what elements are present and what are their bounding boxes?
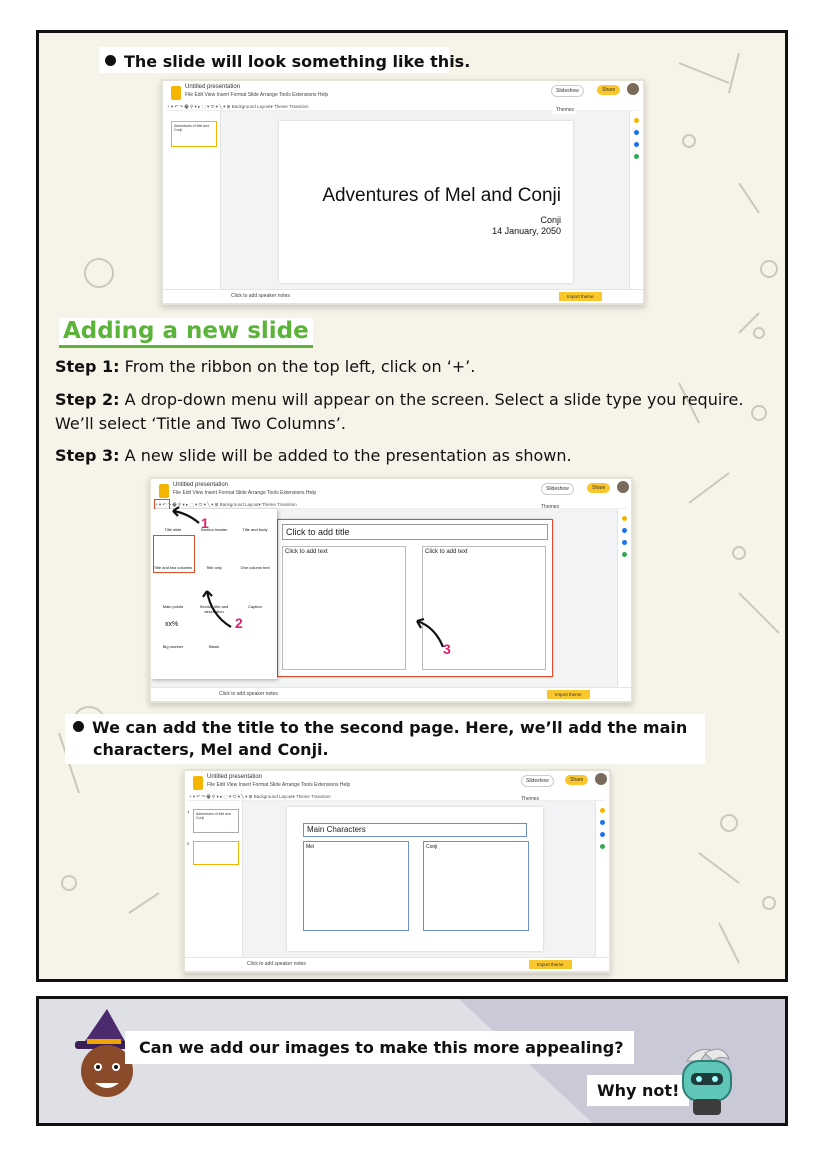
contacts-icon[interactable] — [600, 832, 605, 837]
step-label: Step 3: — [55, 446, 120, 465]
thumbnail-number: 2 — [187, 841, 190, 846]
step-label: Step 1: — [55, 357, 120, 376]
keep-icon[interactable] — [634, 118, 639, 123]
layout-option[interactable]: Title slide — [164, 527, 182, 532]
canvas — [243, 801, 595, 957]
doc-title: Untitled presentation — [185, 84, 241, 90]
title-placeholder[interactable]: Click to add title — [282, 524, 548, 540]
canvas — [221, 111, 629, 289]
toolbar[interactable]: + ▾ ↶ ↷ 🖶 ⚲ ▾ ▸ ⬚ ▾ ⬭ ▾ ╲ ▾ ⊞ Background Layout▾ Theme Transition — [155, 501, 627, 509]
themes-panel-title: Themes — [541, 504, 560, 510]
left-column[interactable]: Mel — [303, 841, 409, 931]
side-panel — [629, 111, 643, 289]
step-2 — [55, 388, 755, 436]
keep-icon[interactable] — [622, 516, 627, 521]
toolbar[interactable]: + ▾ ↶ ↷ 🖶 ⚲ ▾ ▸ ⬚ ▾ ⬭ ▾ ╲ ▾ ⊞ Background Layout▾ Theme Transition — [189, 793, 605, 801]
step-text: From the ribbon on the top left, click on ‘+’. — [119, 357, 476, 376]
share-button[interactable]: Share — [565, 775, 588, 785]
filmstrip — [163, 111, 221, 289]
section-heading: Adding a new slide — [59, 318, 313, 348]
layout-option[interactable]: Caption — [248, 604, 262, 609]
themes-panel-title: Themes — [521, 796, 540, 802]
tasks-icon[interactable] — [600, 820, 605, 825]
slide-date[interactable]: 14 January, 2050 — [492, 226, 561, 236]
answer-bubble: Why not! — [587, 1075, 689, 1106]
layout-option[interactable]: Title and body — [242, 527, 268, 532]
side-panel — [617, 509, 631, 687]
big-number-sample: xx% — [165, 621, 179, 628]
app-footer — [163, 289, 643, 303]
avatar[interactable] — [627, 83, 639, 95]
layout-option[interactable]: One column text — [240, 565, 270, 570]
screenshot-main-characters — [183, 769, 611, 973]
robot-character — [673, 1043, 741, 1121]
import-theme-button[interactable]: Import theme — [529, 960, 572, 969]
slide-title[interactable]: Main Characters — [303, 823, 527, 837]
arrows — [151, 479, 633, 703]
bullet-dot — [73, 721, 84, 732]
speaker-notes[interactable]: Click to add speaker notes — [219, 691, 278, 697]
side-panel — [595, 801, 609, 957]
slideshow-button[interactable]: Slideshow — [541, 483, 574, 495]
step-text: A new slide will be added to the presentation as shown. — [119, 446, 572, 465]
slide-author[interactable]: Conji — [540, 215, 561, 225]
layout-option[interactable]: Blank — [208, 644, 219, 649]
doc-title: Untitled presentation — [173, 482, 229, 488]
layout-option[interactable]: Section title and description — [199, 604, 229, 614]
layout-option[interactable]: Title and two columns — [153, 565, 193, 570]
maps-icon[interactable] — [622, 552, 627, 557]
slides-logo-icon — [193, 776, 203, 790]
filmstrip — [185, 801, 243, 957]
right-column[interactable]: Conji — [423, 841, 529, 931]
screenshot-layout-menu — [149, 477, 633, 703]
layout-option[interactable]: Big number — [162, 644, 184, 649]
right-column-placeholder[interactable]: Click to add text — [422, 546, 546, 670]
menu-bar[interactable]: File Edit View Insert Format Slide Arrange Tools Extensions Help — [185, 92, 329, 98]
tasks-icon[interactable] — [634, 130, 639, 135]
contacts-icon[interactable] — [622, 540, 627, 545]
maps-icon[interactable] — [600, 844, 605, 849]
slideshow-button[interactable]: Slideshow — [521, 775, 554, 787]
themes-panel-title: Themes — [553, 106, 577, 114]
bullet-dot — [105, 55, 116, 66]
share-button[interactable]: Share — [597, 85, 620, 95]
share-button[interactable]: Share — [587, 483, 610, 493]
speaker-notes[interactable]: Click to add speaker notes — [231, 293, 290, 299]
callout-2: 2 — [235, 615, 243, 631]
slide-thumbnail[interactable] — [171, 121, 217, 147]
intro-bullet — [105, 51, 470, 73]
maps-icon[interactable] — [634, 154, 639, 159]
import-theme-button[interactable]: Import theme — [559, 292, 602, 301]
speaker-notes[interactable]: Click to add speaker notes — [247, 961, 306, 967]
import-theme-button[interactable]: Import theme — [547, 690, 590, 699]
second-bullet-text: We can add the title to the second page. Here, we’ll add the main characters, Mel and Conji. — [92, 718, 688, 759]
thumbnail-number: 1 — [187, 809, 190, 814]
slideshow-button[interactable]: Slideshow — [551, 85, 584, 97]
avatar[interactable] — [595, 773, 607, 785]
slide[interactable] — [287, 807, 543, 951]
slide[interactable] — [279, 121, 573, 283]
intro-bullet-text: The slide will look something like this. — [124, 52, 471, 71]
second-bullet — [73, 717, 693, 761]
toolbar[interactable]: + ▾ ↶ ↷ 🖶 ⚲ ▾ ▸ ⬚ ▾ ⬭ ▾ ╲ ▾ ⊞ Background Layout▾ Theme Transition — [167, 103, 639, 111]
step-1 — [55, 355, 755, 379]
menu-bar[interactable]: File Edit View Insert Format Slide Arrange Tools Extensions Help — [173, 490, 317, 496]
app-footer — [185, 957, 609, 971]
comic-panel — [36, 996, 788, 1126]
doc-title: Untitled presentation — [207, 774, 263, 780]
app-header — [185, 771, 609, 801]
thumbnail-text: Adventures of Mel and Conji — [174, 124, 210, 132]
step-text: A drop-down menu will appear on the screen. Select a slide type you require. We’ll select ‘Title and Two Columns’. — [55, 390, 744, 433]
slide-thumbnail[interactable] — [193, 841, 239, 865]
menu-bar[interactable]: File Edit View Insert Format Slide Arrange Tools Extensions Help — [207, 782, 351, 788]
contacts-icon[interactable] — [634, 142, 639, 147]
slide-thumbnail[interactable] — [193, 809, 239, 833]
step-3 — [55, 444, 755, 468]
slide-title[interactable]: Adventures of Mel and Conji — [322, 185, 561, 206]
screenshot-title-slide — [161, 79, 645, 305]
question-bubble: Can we add our images to make this more appealing? — [125, 1031, 634, 1064]
slides-logo-icon — [171, 86, 181, 100]
layout-option[interactable]: Title only — [206, 565, 222, 570]
thumbnail-text: Adventures of Mel and Conji — [196, 812, 232, 820]
callout-1: 1 — [201, 515, 209, 531]
step-label: Step 2: — [55, 390, 120, 409]
left-column-placeholder[interactable]: Click to add text — [282, 546, 406, 670]
page-frame — [36, 30, 788, 982]
layout-option[interactable]: Section header — [200, 527, 228, 532]
keep-icon[interactable] — [600, 808, 605, 813]
tasks-icon[interactable] — [622, 528, 627, 533]
callout-3: 3 — [443, 641, 451, 657]
layout-option[interactable]: Main points — [162, 604, 184, 609]
app-footer — [151, 687, 631, 701]
